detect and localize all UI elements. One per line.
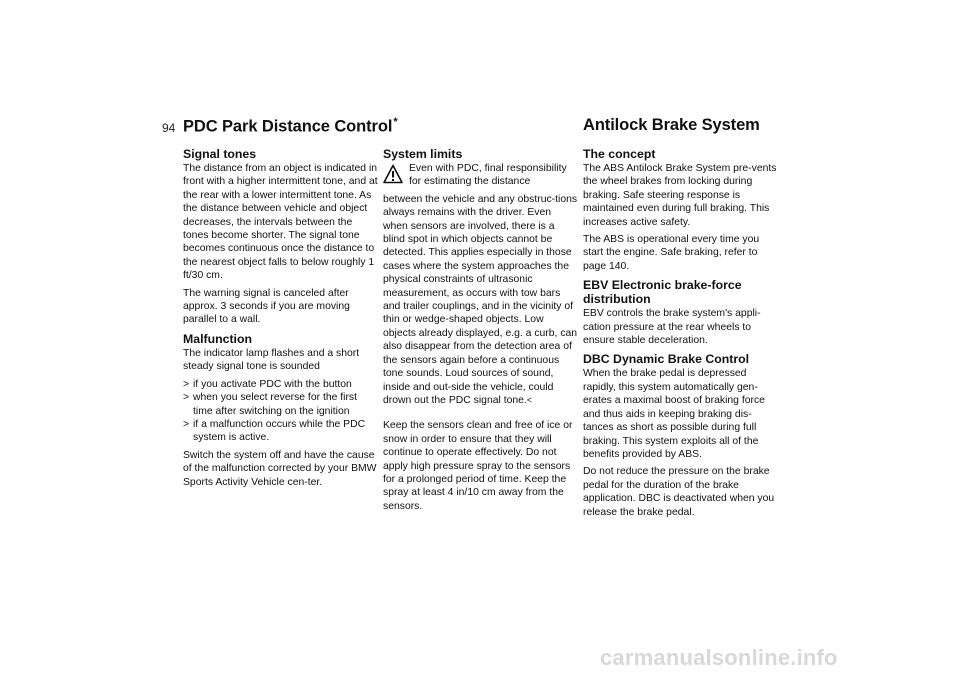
concept-paragraph-1: The ABS Antilock Brake System pre-vents the wheel brakes from locking during braking. Safe steering response is maintained even during full braking. This increases active safety. (583, 163, 777, 228)
heading-system-limits: System limits (383, 147, 463, 161)
column-system-limits (383, 147, 578, 517)
malfunction-paragraph-1: The indicator lamp flashes and a short steady signal tone is sounded (183, 347, 360, 373)
dbc-paragraph-1: When the brake pedal is depressed rapidly, this system automatically gen-erates a maximal boost of braking force and thus aids in keeping braking dis-tances as short as possible during full braking. This system exploits all of the benefits provided by ABS. (583, 368, 765, 460)
page-number: 94 (162, 121, 176, 135)
signal-tones-paragraph-1: The distance from an object is indicated in front with a higher intermittent tone, and at the rear with a lower intermittent tone. As the distance between vehicle and object decreases, the intervals between the tones become shorter. The signal tone becomes continuous once the distance to the nearest object falls to below roughly 1 ft/30 cm. (183, 163, 378, 282)
heading-ebv: EBV Electronic brake-force distribution (583, 278, 742, 307)
column-signal-tones (183, 147, 378, 493)
page-title-pdc (183, 116, 398, 137)
pdc-title-text: PDC Park Distance Control (183, 117, 393, 136)
bullet-marker-icon: > (183, 378, 190, 390)
end-of-note-marker: < (526, 394, 533, 405)
list-item-text: if you activate PDC with the button (193, 378, 352, 390)
warning-triangle-icon (383, 164, 403, 184)
warning-text: between the vehicle and any obstruc-tions always remains with the driver. Even when sensors are involved, there is a blind spot in which objects cannot be detected. This applies especially in those cases where the system approaches the physical constraints of ultrasonic measurement, as occurs with tow bars and trailer couplings, and in the vicinity of thin or wedge-shaped objects. Low objects already displayed, e.g. a curb, can also disappear from the detection area of the sensors again before a continuous tone sounds. Loud sources of sound, inside and out-side the vehicle, could drown out the PDC signal tone. (383, 193, 578, 406)
option-asterisk: * (393, 116, 398, 128)
page-title-abs: Antilock Brake System (583, 116, 760, 134)
warning-note (383, 162, 578, 189)
column-abs (583, 147, 778, 523)
ebv-paragraph: EBV controls the brake system's appli-cation pressure at the rear wheels to ensure stable deceleration. (583, 308, 761, 347)
list-item (183, 391, 378, 418)
list-item (183, 378, 378, 391)
signal-tones-paragraph-2: The warning signal is canceled after approx. 3 seconds if you are moving parallel to a wall. (183, 287, 350, 326)
malfunction-list (183, 378, 378, 445)
heading-malfunction: Malfunction (183, 331, 252, 346)
sensor-care-paragraph: Keep the sensors clean and free of ice or snow in order to ensure that they will continue to operate effectively. Do not apply high pressure spray to the sensors for a prolonged period of time. Keep the spray at least 4 in/10 cm away from the sensors. (383, 420, 573, 512)
watermark: carmanualsonline.info (600, 645, 838, 670)
heading-concept: The concept (583, 147, 656, 161)
dbc-paragraph-2: Do not reduce the pressure on the brake pedal for the duration of the brake application. DBC is deactivated when you release the brake pedal. (583, 466, 775, 518)
bullet-marker-icon: > (183, 418, 190, 430)
list-item-text: if a malfunction occurs while the PDC system is active. (193, 418, 366, 444)
warning-intro: Even with PDC, final responsibility for estimating the distance (409, 163, 567, 188)
bullet-marker-icon: > (183, 392, 190, 404)
warning-paragraph (383, 193, 578, 408)
malfunction-paragraph-2: Switch the system off and have the cause of the malfunction corrected by your BMW Sports Activity Vehicle cen-ter. (183, 449, 377, 488)
list-item (183, 418, 378, 445)
list-item-text: when you select reverse for the first time after switching on the ignition (193, 392, 358, 417)
heading-signal-tones: Signal tones (183, 147, 257, 161)
concept-paragraph-2: The ABS is operational every time you start the engine. Safe braking, refer to page 140. (583, 234, 760, 272)
heading-dbc: DBC Dynamic Brake Control (583, 352, 750, 367)
